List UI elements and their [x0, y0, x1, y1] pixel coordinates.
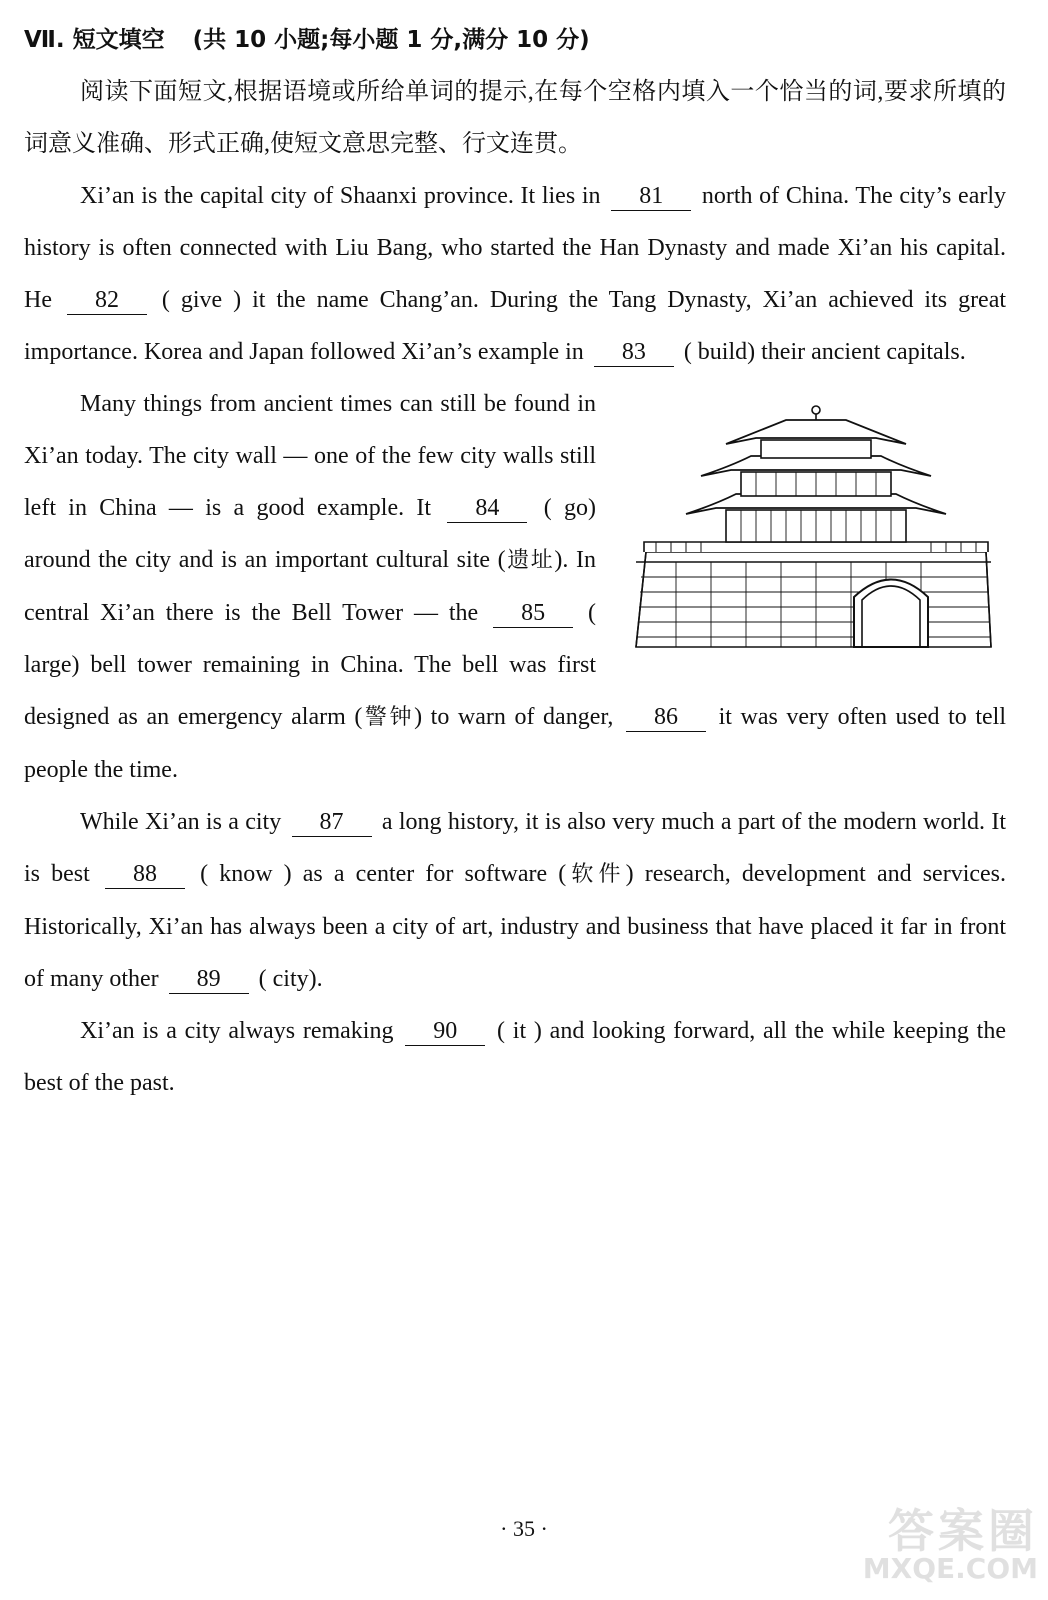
text: While Xi’an is a city [80, 809, 282, 835]
text: ( large) bell tower remaining in China. The bell was first designed as an emergency alarm ( [24, 600, 597, 730]
page [24, 14, 1006, 1109]
paragraph-3 [24, 796, 1006, 1005]
text: ( go) around the city and is an important cultural site ( [24, 495, 597, 573]
blank-88[interactable]: 88 [105, 860, 185, 889]
blank-84[interactable]: 84 [447, 494, 527, 523]
blank-83[interactable]: 83 [594, 338, 674, 367]
blank-90[interactable]: 90 [405, 1017, 485, 1046]
blank-89[interactable]: 89 [169, 965, 249, 994]
chinese-gloss: 遗址 [505, 548, 555, 573]
section-heading [24, 14, 1006, 66]
blank-85[interactable]: 85 [493, 599, 573, 628]
paragraph-4 [24, 1005, 1006, 1109]
blank-86[interactable]: 86 [626, 703, 706, 732]
blank-81[interactable]: 81 [611, 182, 691, 211]
text: Xi’an is a city always remaking [80, 1018, 394, 1044]
instructions: 阅读下面短文,根据语境或所给单词的提示,在每个空格内填入一个恰当的词,要求所填的词意义准确、形式正确,使短文意思完整、行文连贯。 [24, 79, 1006, 157]
chinese-gloss: 软件 [566, 862, 626, 887]
text: north of China. The city’s early history is often connected with Liu Bang, who started the Han Dynasty and made Xi’an his capital. He [24, 183, 1007, 313]
section-number: Ⅶ. [24, 27, 65, 53]
text: Many things from ancient times can still be found in Xi’an today. The city wall — one of the few city walls still left in China — is a good example. It [24, 391, 596, 521]
section-scoring: (共 10 小题;每小题 1 分,满分 10 分) [192, 27, 590, 53]
watermark-bottom: MXQE.COM [862, 1552, 1038, 1585]
text: ). In central Xi’an there is the Bell Tower — the [24, 547, 597, 626]
text: ) research, development and services. Historically, Xi’an has always been a city of art, industry and business that have placed it far in front of many other [24, 861, 1007, 992]
section-title: 短文填空 [72, 27, 165, 53]
text: ) to warn of danger, [414, 704, 614, 730]
paragraph-1 [24, 170, 1006, 378]
bell-tower-illustration [616, 402, 1006, 662]
text: ( it ) and looking forward, all the while keeping the best of the past. [24, 1018, 1006, 1096]
text: ( city). [258, 966, 323, 992]
bell-tower-icon [616, 402, 1006, 662]
text: ( know ) as a center for software ( [200, 861, 567, 887]
chinese-gloss: 警钟 [362, 705, 415, 730]
blank-87[interactable]: 87 [292, 808, 372, 837]
page-number: · 35 · [500, 1516, 548, 1541]
watermark-logo [818, 1504, 1038, 1588]
text: ( build) their ancient capitals. [683, 339, 966, 365]
watermark-top: 答案圈 [888, 1504, 1038, 1558]
blank-82[interactable]: 82 [67, 286, 147, 315]
text: it was very often used to tell people the time. [24, 704, 1007, 783]
text: Xi’an is the capital city of Shaanxi province. It lies in [80, 183, 601, 209]
text: ( give ) it the name Chang’an. During the Tang Dynasty, Xi’an achieved its great importance. Korea and Japan followed Xi’an’s example in [24, 287, 1007, 365]
text: a long history, it is also very much a part of the modern world. It is best [24, 809, 1007, 887]
